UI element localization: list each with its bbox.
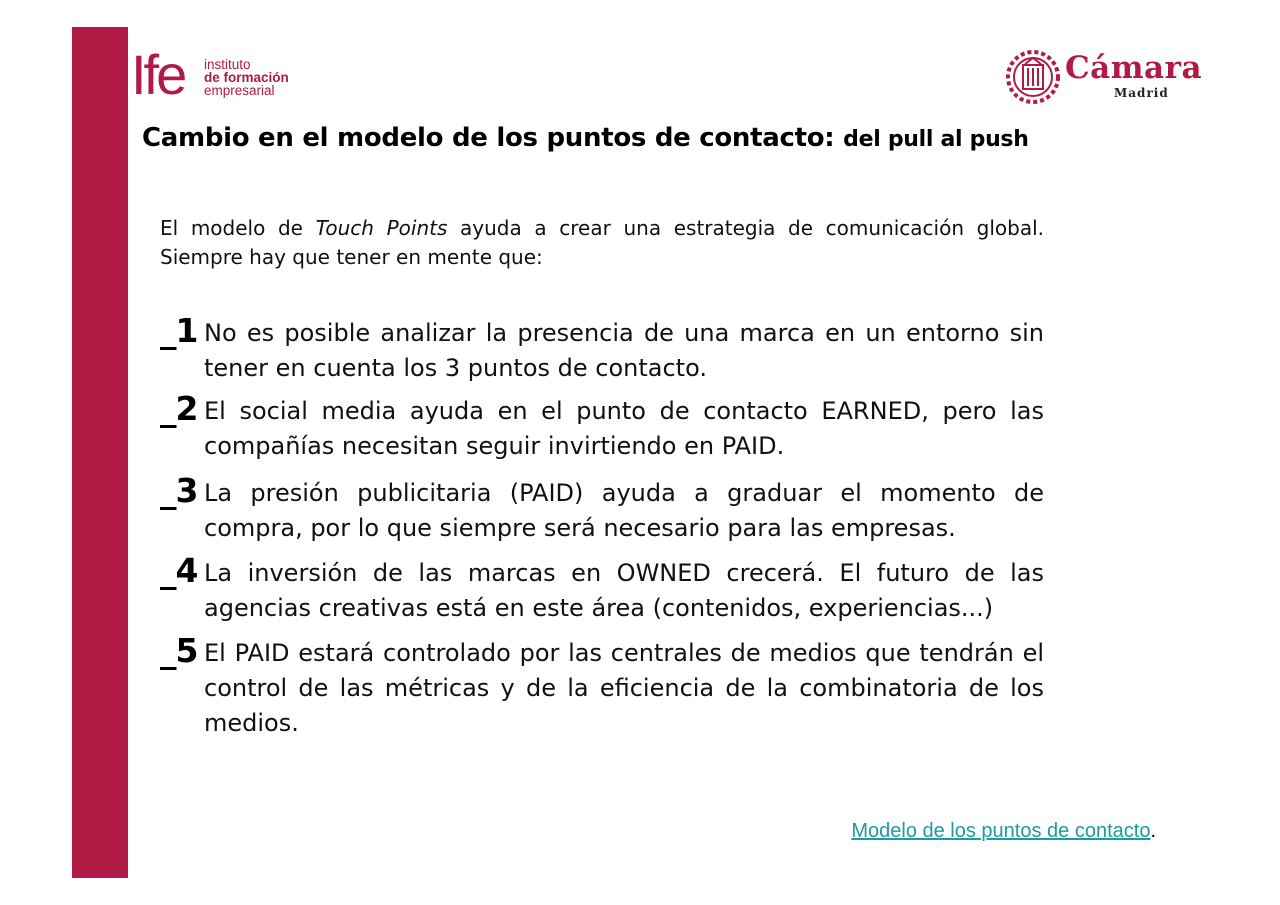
point-text: La inversión de las marcas en OWNED crecerá. El futuro de las agencias creativas está en este área (contenidos, experiencias...) — [204, 559, 1044, 622]
point-item-3 — [160, 471, 1044, 546]
footer-period: . — [1150, 820, 1156, 842]
point-number: _5 — [160, 631, 198, 670]
intro-italic: Touch Points — [315, 216, 448, 240]
point-item-5 — [160, 631, 1044, 741]
point-text: El PAID estará controlado por las centrales de medios que tendrán el control de las métricas y de la eficiencia de la combinatoria de los medios. — [204, 639, 1044, 737]
camara-name: Cámara — [1065, 50, 1203, 86]
ife-line-3: empresarial — [204, 83, 275, 98]
point-number: _2 — [160, 389, 198, 428]
point-number: _4 — [160, 551, 198, 590]
title-sub: del pull al push — [843, 127, 1029, 152]
ife-mark-text: Ife — [131, 47, 185, 99]
intro-part-2: ayuda a crear una estrategia de comunicación global. Siempre hay que tener en mente que: — [160, 216, 1045, 269]
camara-madrid-logo — [1004, 48, 1203, 106]
point-text: No es posible analizar la presencia de una marca en un entorno sin tener en cuenta los 3 puntos de contacto. — [204, 319, 1044, 382]
ife-line-2: de formación — [204, 70, 289, 85]
ife-logo — [131, 47, 321, 99]
slide-title — [142, 121, 1029, 157]
ife-line-1: instituto — [204, 57, 251, 72]
camara-seal-icon — [1004, 48, 1062, 106]
point-text: La presión publicitaria (PAID) ayuda a graduar el momento de compra, por lo que siempre será necesario para las empresas. — [204, 479, 1044, 542]
footer-source — [851, 818, 1156, 844]
title-main: Cambio en el modelo de los puntos de contacto: — [142, 123, 835, 153]
point-text: El social media ayuda en el punto de contacto EARNED, pero las compañías necesitan seguir invirtiendo en PAID. — [204, 397, 1044, 460]
ife-logo-text — [204, 58, 289, 97]
ife-logo-mark — [131, 47, 199, 99]
point-number: _1 — [160, 311, 198, 350]
camara-city: Madrid — [1114, 86, 1169, 100]
intro-paragraph — [160, 214, 1044, 272]
point-item-1 — [160, 311, 1044, 386]
points-list — [160, 311, 1044, 741]
point-item-4 — [160, 551, 1044, 626]
point-item-2 — [160, 389, 1044, 464]
intro-part-1: El modelo de — [160, 216, 303, 240]
point-number: _3 — [160, 471, 198, 510]
side-accent-bar — [72, 27, 128, 878]
source-link[interactable]: Modelo de los puntos de contacto — [851, 820, 1151, 842]
